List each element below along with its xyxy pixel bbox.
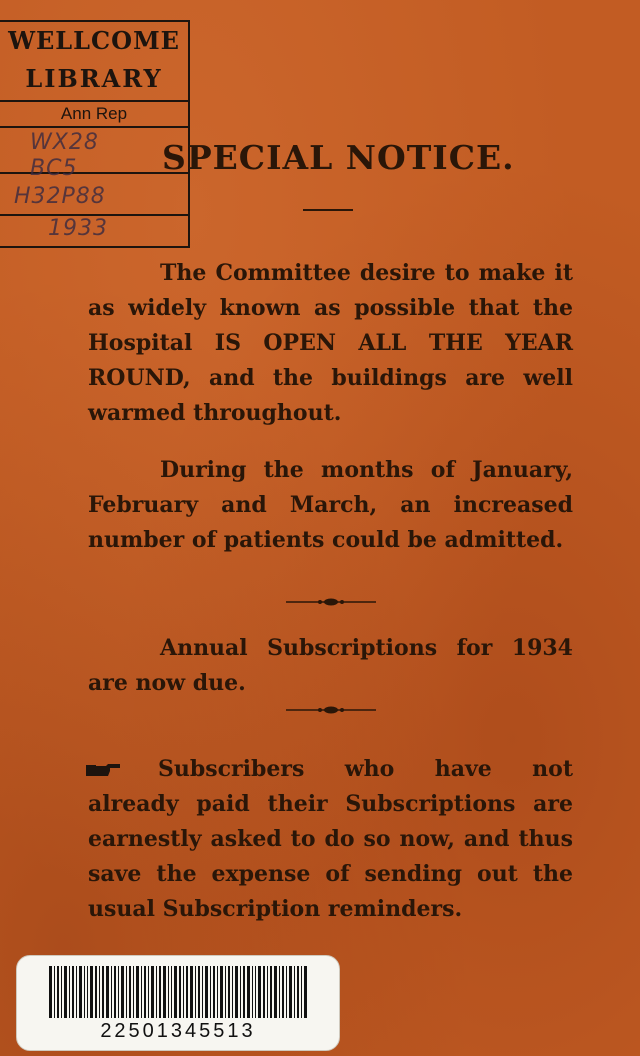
barcode-number: 22501345513 bbox=[100, 1020, 256, 1042]
barcode-icon bbox=[49, 966, 309, 1018]
paragraph-text: During the months of January, February and March, an increased number of patients could be admitted. bbox=[88, 457, 573, 553]
stamp-handwritten-shelfmark: 1933 bbox=[48, 216, 108, 241]
stamp-handwritten-shelfmark: H32P88 bbox=[14, 184, 106, 209]
ornament-rule-icon bbox=[286, 596, 376, 608]
notice-title: SPECIAL NOTICE. bbox=[162, 138, 515, 177]
notice-paragraph bbox=[88, 256, 573, 431]
pointing-hand-icon bbox=[86, 762, 120, 778]
stamp-rule bbox=[0, 172, 188, 174]
title-underline bbox=[303, 209, 353, 211]
stamp-handwritten-shelfmark: BC5 bbox=[30, 156, 78, 181]
stamp-handwritten-shelfmark: WX28 bbox=[30, 130, 99, 155]
notice-paragraph bbox=[88, 453, 573, 558]
ornament-rule-icon bbox=[286, 704, 376, 716]
paragraph-text: The Committee desire to make it as widely known as possible that the Hospital IS OPEN ALL THE YEAR ROUND, and the buildings are well warmed throughout. bbox=[88, 260, 573, 426]
library-stamp bbox=[0, 20, 190, 248]
stamp-line-library: LIBRARY bbox=[25, 64, 163, 93]
stamp-line-wellcome: WELLCOME bbox=[8, 26, 180, 55]
stamp-line-collection: Ann Rep bbox=[60, 104, 128, 123]
stamp-rule bbox=[0, 100, 188, 102]
notice-paragraph bbox=[88, 752, 573, 927]
barcode-label bbox=[16, 955, 340, 1051]
paragraph-text: Annual Subscriptions for 1934 are now due. bbox=[88, 635, 573, 696]
paragraph-text: Subscribers who have not already paid their Subscriptions are earnestly asked to do so now, and thus save the expense of sending out the usual Subscription reminders. bbox=[88, 756, 573, 922]
stamp-rule bbox=[0, 126, 188, 128]
notice-paragraph bbox=[88, 631, 573, 701]
